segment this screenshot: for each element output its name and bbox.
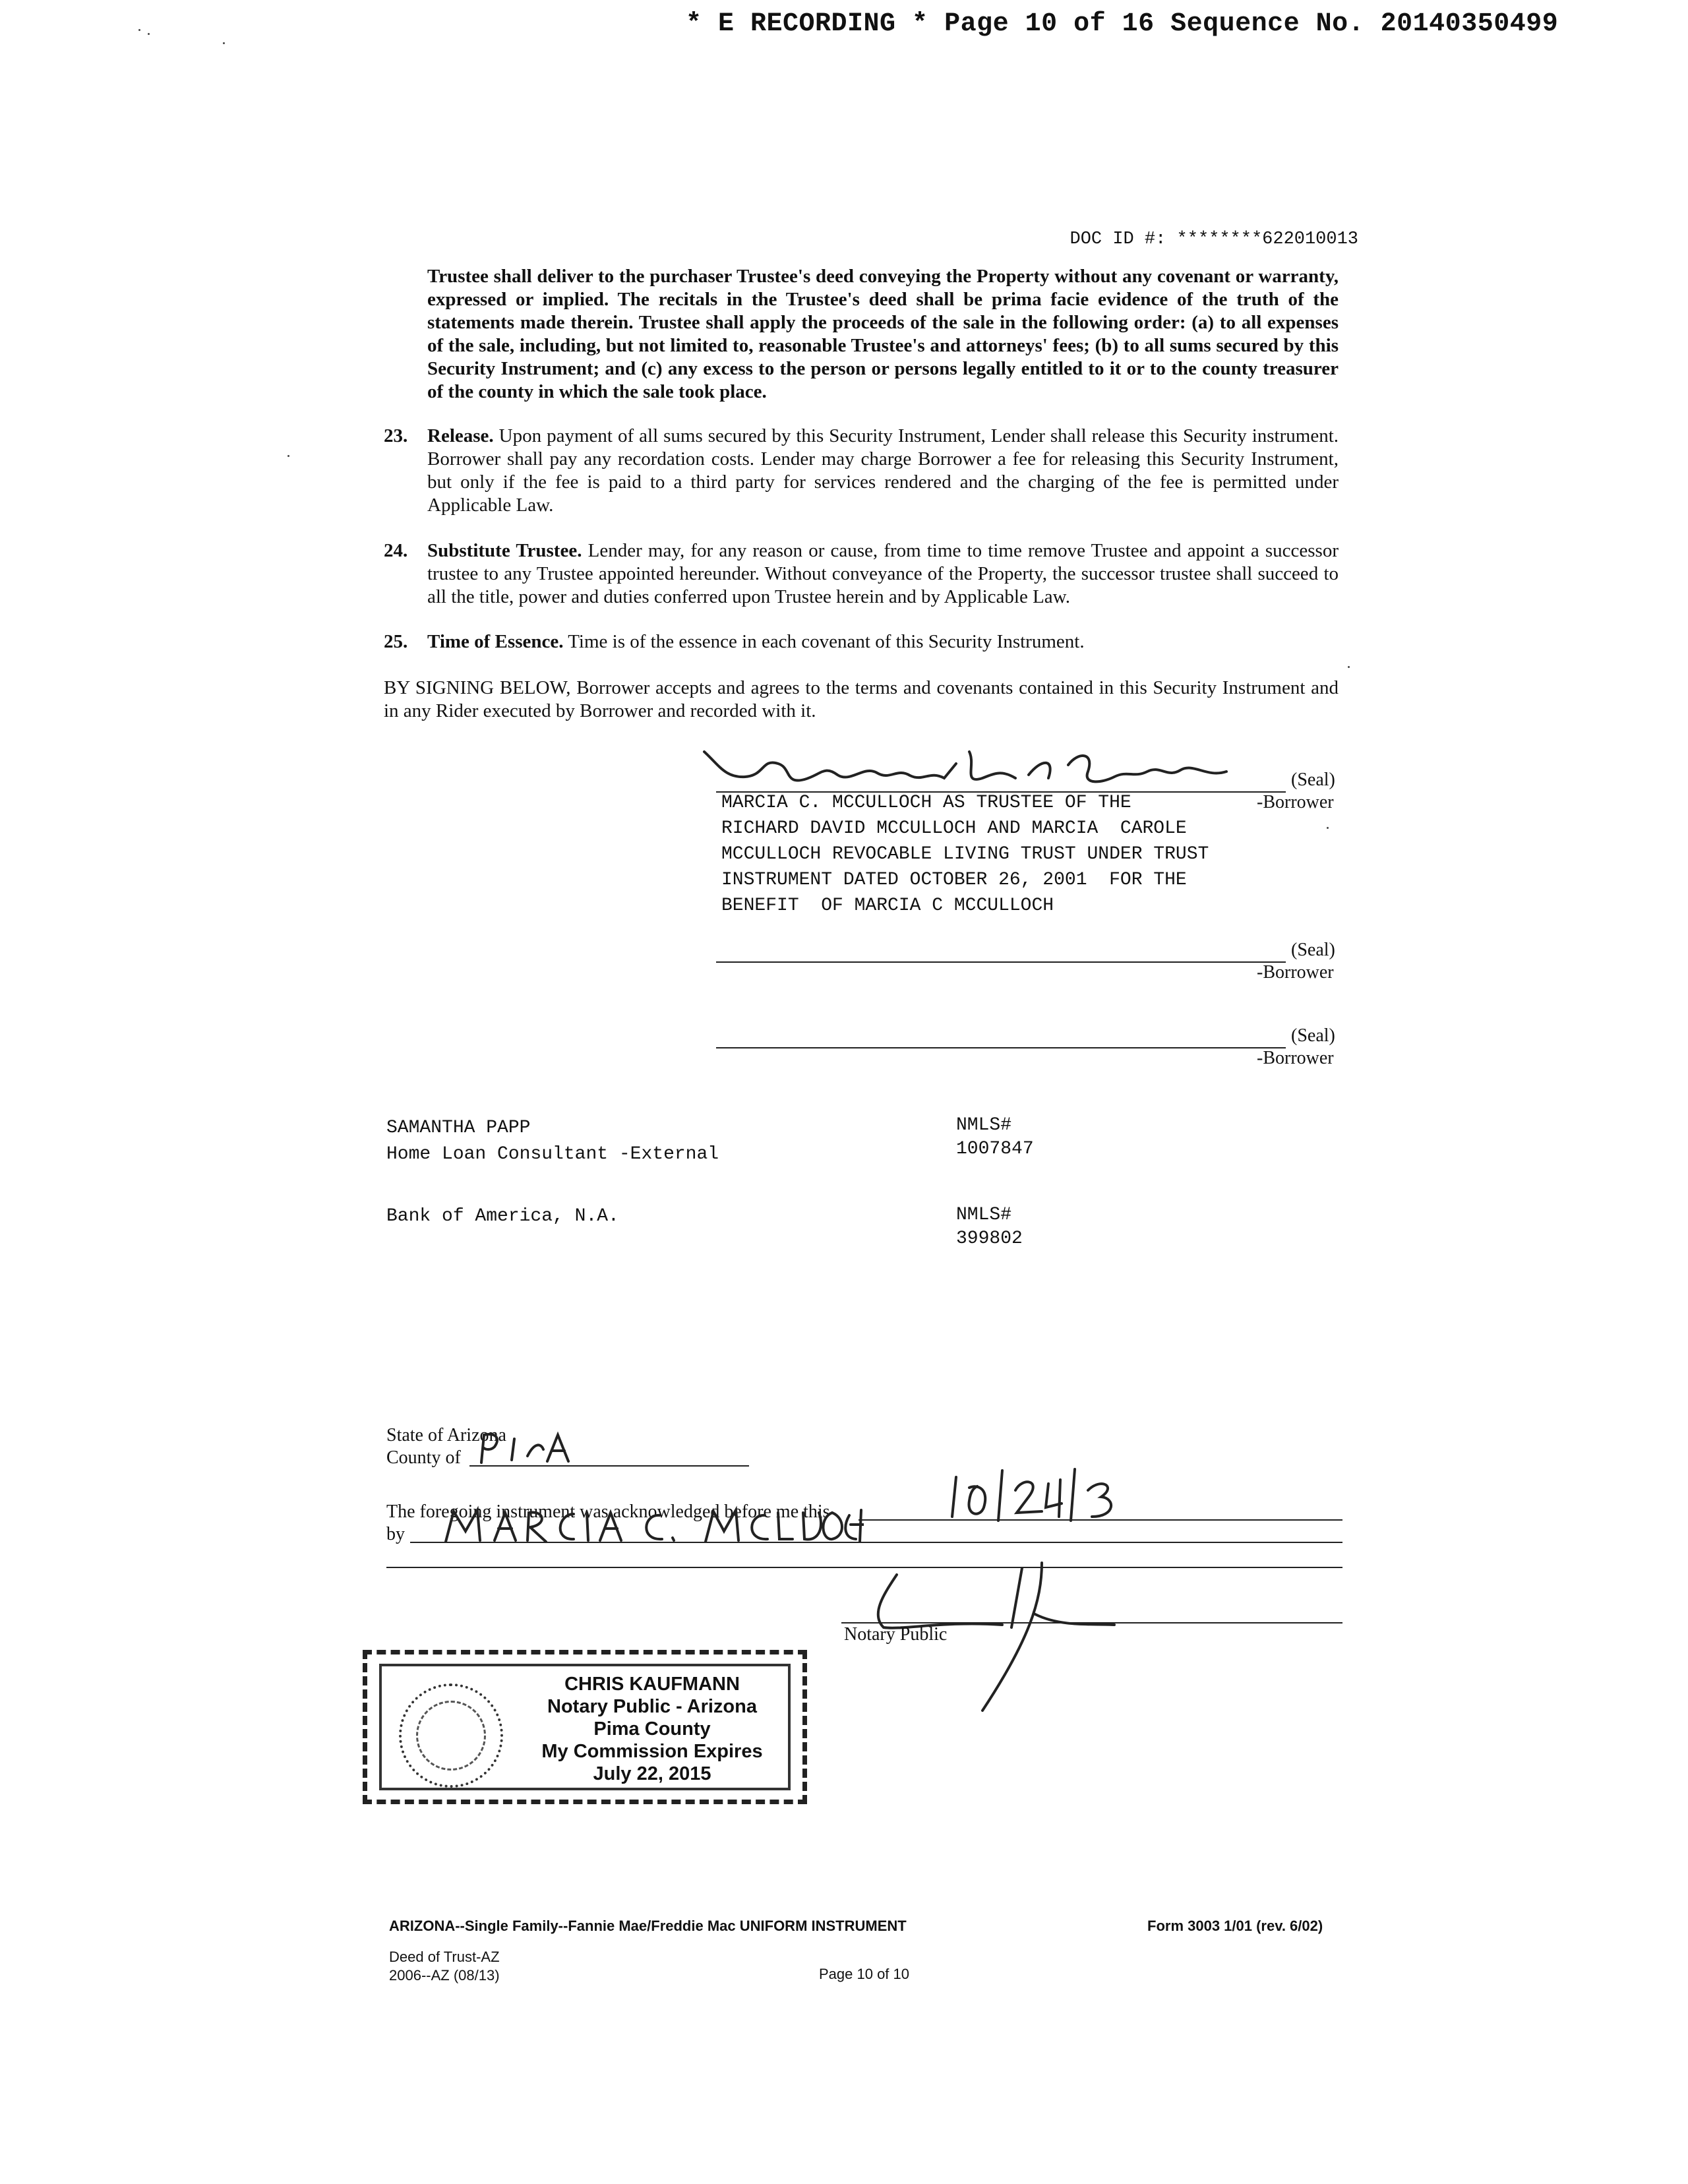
- stamp-line: Notary Public - Arizona: [547, 1696, 757, 1717]
- originator-name: SAMANTHA PAPP: [386, 1118, 531, 1138]
- stamp-border: [379, 1664, 791, 1790]
- scan-speck: [1327, 827, 1329, 829]
- seal-inner-ring: [416, 1701, 486, 1771]
- footer-form-title: ARIZONA--Single Family--Fannie Mae/Freddie Mac UNIFORM INSTRUMENT: [389, 1918, 907, 1934]
- scan-speck: [138, 29, 140, 31]
- seal-label-3: (Seal): [1291, 1025, 1335, 1046]
- borrower-1-line: INSTRUMENT DATED OCTOBER 26, 2001 FOR THE: [721, 870, 1187, 890]
- signing-statement: BY SIGNING BELOW, Borrower accepts and agrees to the terms and covenants contained in this Security Instrument and in any Rider executed by Borrower and recorded with it.: [384, 677, 1339, 721]
- notary-acknowledged-label: The foregoing instrument was acknowledged before me this: [386, 1502, 830, 1522]
- signature-line-2: [716, 961, 1286, 963]
- scan-speck: [223, 42, 225, 44]
- originator-title: Home Loan Consultant -External: [386, 1144, 719, 1165]
- section-number: 24.: [384, 540, 408, 561]
- company-nmls-label: NMLS#: [956, 1205, 1012, 1225]
- borrower-1-line: BENEFIT OF MARCIA C MCCULLOCH: [721, 895, 1054, 916]
- section-23-release: [427, 425, 1339, 517]
- borrower-1-line: RICHARD DAVID MCCULLOCH AND MARCIA CAROLE: [721, 818, 1187, 839]
- originator-nmls-label: NMLS#: [956, 1115, 1012, 1136]
- borrower-label-2: -Borrower: [1257, 962, 1334, 983]
- section-title: Time of Essence.: [427, 631, 564, 652]
- notary-seal-icon: [399, 1684, 503, 1788]
- stamp-line: Pima County: [593, 1718, 711, 1740]
- handwritten-acknowledged-by: [442, 1505, 864, 1547]
- section-title: Release.: [427, 425, 494, 446]
- handwritten-county: [475, 1430, 593, 1469]
- footer-page-label: Page 10 of 10: [819, 1966, 910, 1982]
- borrower-label-1: -Borrower: [1257, 792, 1334, 812]
- scan-speck: [148, 33, 150, 35]
- doc-id: DOC ID #: ********622010013: [1070, 229, 1358, 249]
- signature-line-3: [716, 1047, 1286, 1048]
- section-24-substitute-trustee: [427, 539, 1339, 609]
- borrower-label-3: -Borrower: [1257, 1048, 1334, 1068]
- originator-nmls-number: 1007847: [956, 1139, 1034, 1159]
- recording-banner: * E RECORDING * Page 10 of 16 Sequence No. 20140350499: [686, 9, 1559, 39]
- notary-by-label: by: [386, 1524, 405, 1544]
- section-title: Substitute Trustee.: [427, 540, 582, 561]
- footer-form-number: Form 3003 1/01 (rev. 6/02): [1147, 1918, 1323, 1934]
- section-text: Time is of the essence in each covenant of this Security Instrument.: [568, 631, 1085, 652]
- scan-speck: [1348, 666, 1350, 668]
- footer-doc-code: 2006--AZ (08/13): [389, 1967, 500, 1984]
- section-number: 25.: [384, 631, 408, 652]
- section-number: 23.: [384, 425, 408, 446]
- borrower-1-line: MCCULLOCH REVOCABLE LIVING TRUST UNDER TRUST: [721, 844, 1209, 864]
- company-nmls-number: 399802: [956, 1228, 1023, 1249]
- section-text: Upon payment of all sums secured by this Security Instrument, Lender shall release this Security instrument. Borrower shall pay any recordation costs. Lender may charge Borrower a fee for releasing this Security Instrument, but only if the fee is paid to a third party for services rendered and the charging of the fee is permitted under Applicable Law.: [427, 425, 1339, 516]
- footer-doc-type: Deed of Trust-AZ: [389, 1949, 500, 1965]
- notary-state-label: State of Arizona: [386, 1425, 506, 1445]
- notary-stamp: [363, 1650, 807, 1804]
- seal-label-2: (Seal): [1291, 940, 1335, 960]
- section-text: Lender may, for any reason or cause, from time to time remove Trustee and appoint a successor trustee to any Trustee appointed hereunder. Without conveyance of the Property, the successor trustee shall succeed to all the title, power and duties conferred upon Trustee herein and by Applicable Law.: [427, 540, 1339, 607]
- notary-public-label: Notary Public: [844, 1624, 948, 1645]
- stamp-text: [520, 1673, 784, 1785]
- intro-paragraph: Trustee shall deliver to the purchaser Trustee's deed conveying the Property without any covenant or warranty, expressed or implied. The recitals in the Trustee's deed shall be prima facie evidence of the truth of the statements made therein. Trustee shall apply the proceeds of the sale in the following order: (a) to all expenses of the sale, including, but not limited to, reasonable Trustee's and attorneys' fees; (b) to all sums secured by this Security Instrument; and (c) any excess to the person or persons legally entitled to it or to the county treasurer of the county in which the sale took place.: [427, 266, 1339, 402]
- notary-county-label: County of: [386, 1447, 461, 1468]
- stamp-line: July 22, 2015: [593, 1763, 711, 1784]
- stamp-line: My Commission Expires: [541, 1741, 763, 1762]
- stamp-line: CHRIS KAUFMANN: [564, 1674, 740, 1695]
- company-name: Bank of America, N.A.: [386, 1206, 619, 1227]
- seal-label-1: (Seal): [1291, 770, 1335, 790]
- scan-speck: [287, 455, 289, 457]
- handwritten-date: [943, 1464, 1128, 1523]
- borrower-1-line: MARCIA C. MCCULLOCH AS TRUSTEE OF THE: [721, 793, 1131, 813]
- section-25-time-of-essence: [427, 630, 1339, 653]
